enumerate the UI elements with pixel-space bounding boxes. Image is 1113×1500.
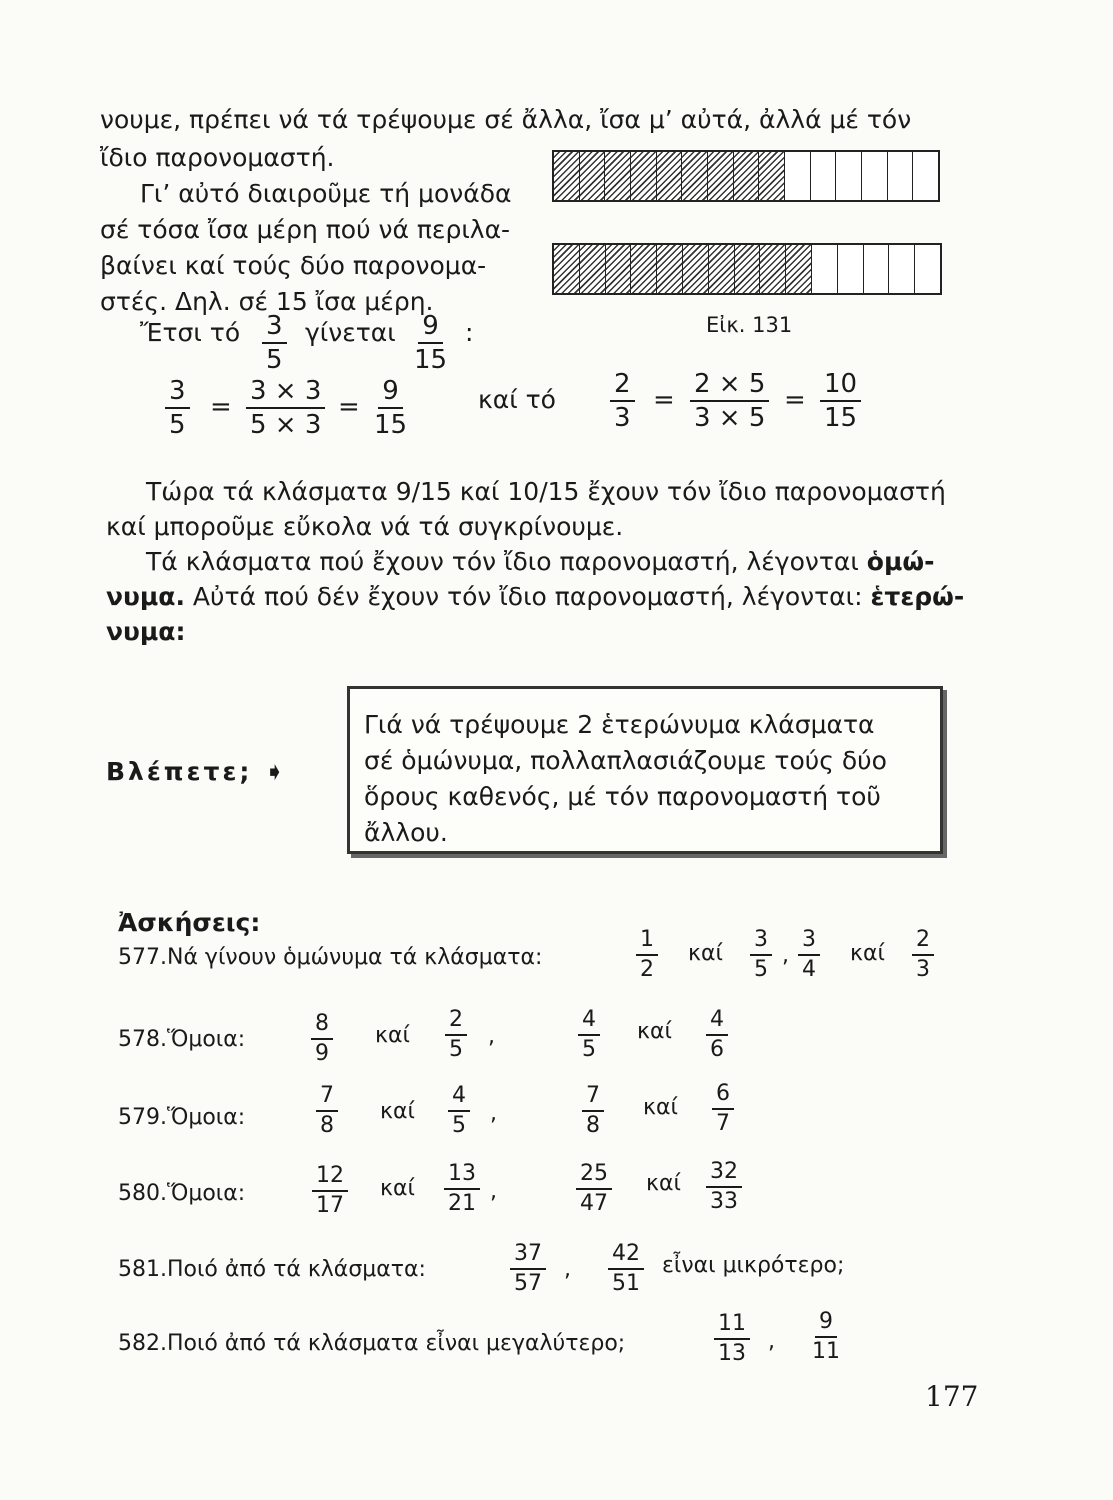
shaded-part	[759, 152, 785, 200]
shaded-part	[554, 245, 580, 293]
comma: ,	[490, 1179, 497, 1204]
fraction: $\frac{3}{5}$	[165, 377, 190, 439]
unshaded-part	[812, 245, 838, 293]
fraction: $\frac{2}{3}$	[912, 928, 934, 982]
fraction: $\frac{2}{3}$	[610, 370, 635, 432]
exercise-580-label: 580.Ὅμοια:	[118, 1181, 246, 1206]
shaded-part	[708, 152, 734, 200]
comma: ,	[490, 1101, 497, 1126]
text-line: βαίνει καί τούς δύο παρονομα-	[100, 251, 487, 280]
unshaded-part	[864, 245, 890, 293]
conjunction: καί	[646, 1171, 681, 1196]
fraction: $\frac{37}{57}$	[510, 1242, 546, 1296]
unshaded-part	[785, 152, 811, 200]
fraction: $\frac{9}{15}$	[374, 376, 408, 440]
fraction: $\frac{9}{15}$	[414, 311, 448, 375]
text-line: σέ τόσα ἴσα μέρη πού νά περιλα-	[100, 215, 511, 244]
fraction: $\frac{3}{4}$	[798, 928, 820, 982]
unshaded-part	[888, 152, 914, 200]
page-number: 177	[925, 1380, 979, 1413]
shaded-part	[605, 152, 631, 200]
fraction: $\frac{4}{5}$	[448, 1084, 470, 1138]
unshaded-part	[838, 245, 864, 293]
fraction: $\frac{4}{6}$	[706, 1008, 728, 1062]
shaded-part	[631, 152, 657, 200]
shaded-part	[735, 245, 761, 293]
figure-caption: Εἰκ. 131	[706, 313, 793, 337]
text-line: Τά κλάσματα πού ἔχουν τόν ἴδιο παρονομαστή, λέγονται ὁμώ-	[146, 547, 935, 576]
shaded-part	[580, 152, 606, 200]
exercise-578-label: 578.Ὅμοια:	[118, 1027, 246, 1052]
fraction-bar-ten-fifteenths	[552, 243, 942, 295]
text-line: γίνεται	[305, 318, 396, 347]
unshaded-part	[862, 152, 888, 200]
text-line: Τώρα τά κλάσματα 9/15 καί 10/15 ἔχουν τόν ἴδιο παρονομαστή	[146, 477, 946, 506]
blepete-label: Βλέπετε; ➧	[106, 757, 289, 786]
conjunction: καί	[850, 941, 885, 966]
comma: ,	[782, 943, 789, 968]
exercises-heading: Ἀσκήσεις:	[118, 908, 261, 937]
text-line: νυμα:	[106, 617, 186, 646]
equals-sign: =	[784, 385, 806, 415]
conjunction: καί	[380, 1099, 415, 1124]
fraction: $\frac{42}{51}$	[608, 1242, 644, 1296]
fraction: $\frac{12}{17}$	[312, 1164, 348, 1218]
equals-sign: =	[210, 392, 232, 422]
fraction: $\frac{8}{9}$	[311, 1012, 333, 1066]
unshaded-part	[836, 152, 862, 200]
shaded-part	[580, 245, 606, 293]
fraction: $\frac{3}{5}$	[750, 928, 772, 982]
text-line: νυμα. Αὐτά πού δέν ἔχουν τόν ἴδιο παρονομαστή, λέγονται: ἑτερώ-	[106, 582, 965, 611]
unshaded-part	[889, 245, 915, 293]
fraction: $\frac{2 \times 5}{3 \times 5}$	[690, 370, 769, 432]
fraction: $\frac{10}{15}$	[820, 370, 861, 432]
text-line: Ἔτσι τό	[140, 318, 241, 347]
arrow-icon: ➧	[264, 757, 289, 786]
shaded-part	[682, 152, 708, 200]
fraction: $\frac{6}{7}$	[712, 1082, 734, 1136]
text-line: στές. Δηλ. σέ 15 ἴσα μέρη.	[100, 287, 434, 316]
exercise-581-label: 581.Ποιό ἀπό τά κλάσματα:	[118, 1257, 426, 1282]
unshaded-part	[811, 152, 837, 200]
conjunction: καί	[637, 1019, 672, 1044]
comma: ,	[488, 1024, 495, 1049]
unshaded-part	[915, 245, 940, 293]
fraction: $\frac{7}{8}$	[582, 1084, 604, 1138]
text-line: καί μποροῦμε εὔκολα νά τά συγκρίνουμε.	[106, 512, 624, 541]
shaded-part	[734, 152, 760, 200]
text-line: καί τό	[478, 385, 556, 414]
shaded-part	[657, 152, 683, 200]
conjunction: καί	[375, 1023, 410, 1048]
fraction: $\frac{32}{33}$	[706, 1160, 742, 1214]
shaded-part	[786, 245, 812, 293]
text-line: Γι’ αὐτό διαιροῦμε τή μονάδα	[140, 179, 512, 208]
text-line: εἶναι μικρότερο;	[662, 1253, 845, 1278]
fraction: $\frac{13}{21}$	[444, 1162, 480, 1216]
exercise-582-label: 582.Ποιό ἀπό τά κλάσματα εἶναι μεγαλύτερο;	[118, 1331, 626, 1356]
rule-box	[347, 686, 943, 854]
shaded-part	[657, 245, 683, 293]
colon: :	[465, 318, 474, 347]
conjunction: καί	[688, 941, 723, 966]
fraction: $\frac{3 \times 3}{5 \times 3}$	[246, 377, 325, 439]
shaded-part	[554, 152, 580, 200]
comma: ,	[564, 1257, 571, 1282]
equals-sign: =	[338, 392, 360, 422]
text-line: νουμε, πρέπει νά τά τρέψουμε σέ ἄλλα, ἴσα μ’ αὐτά, ἀλλά μέ τόν	[100, 105, 912, 134]
fraction: $\frac{9}{11}$	[812, 1309, 840, 1364]
shaded-part	[606, 245, 632, 293]
unshaded-part	[913, 152, 938, 200]
equals-sign: =	[653, 385, 675, 415]
shaded-part	[709, 245, 735, 293]
text-line: ἴδιο παρονομαστή.	[100, 143, 335, 172]
shaded-part	[760, 245, 786, 293]
conjunction: καί	[380, 1176, 415, 1201]
fraction: $\frac{4}{5}$	[578, 1008, 600, 1062]
fraction: $\frac{3}{5}$	[262, 312, 287, 374]
conjunction: καί	[643, 1095, 678, 1120]
comma: ,	[768, 1329, 775, 1354]
fraction: $\frac{7}{8}$	[316, 1084, 338, 1138]
exercise-579-label: 579.Ὅμοια:	[118, 1105, 246, 1130]
fraction: $\frac{25}{47}$	[576, 1162, 612, 1216]
shaded-part	[683, 245, 709, 293]
rule-text: Γιά νά τρέψουμε 2 ἑτερώνυμα κλάσματα σέ ὁμώνυμα, πολλαπλασιάζουμε τούς δύο ὅρους καθενός, μέ τόν παρονομαστή τοῦ ἄλλου.	[364, 710, 887, 847]
shaded-part	[631, 245, 657, 293]
fraction: $\frac{2}{5}$	[445, 1008, 467, 1062]
exercise-577-label: 577.Νά γίνουν ὁμώνυμα τά κλάσματα:	[118, 945, 543, 970]
fraction: $\frac{1}{2}$	[636, 928, 658, 982]
fraction-bar-nine-fifteenths	[552, 150, 940, 202]
fraction: $\frac{11}{13}$	[714, 1312, 750, 1366]
